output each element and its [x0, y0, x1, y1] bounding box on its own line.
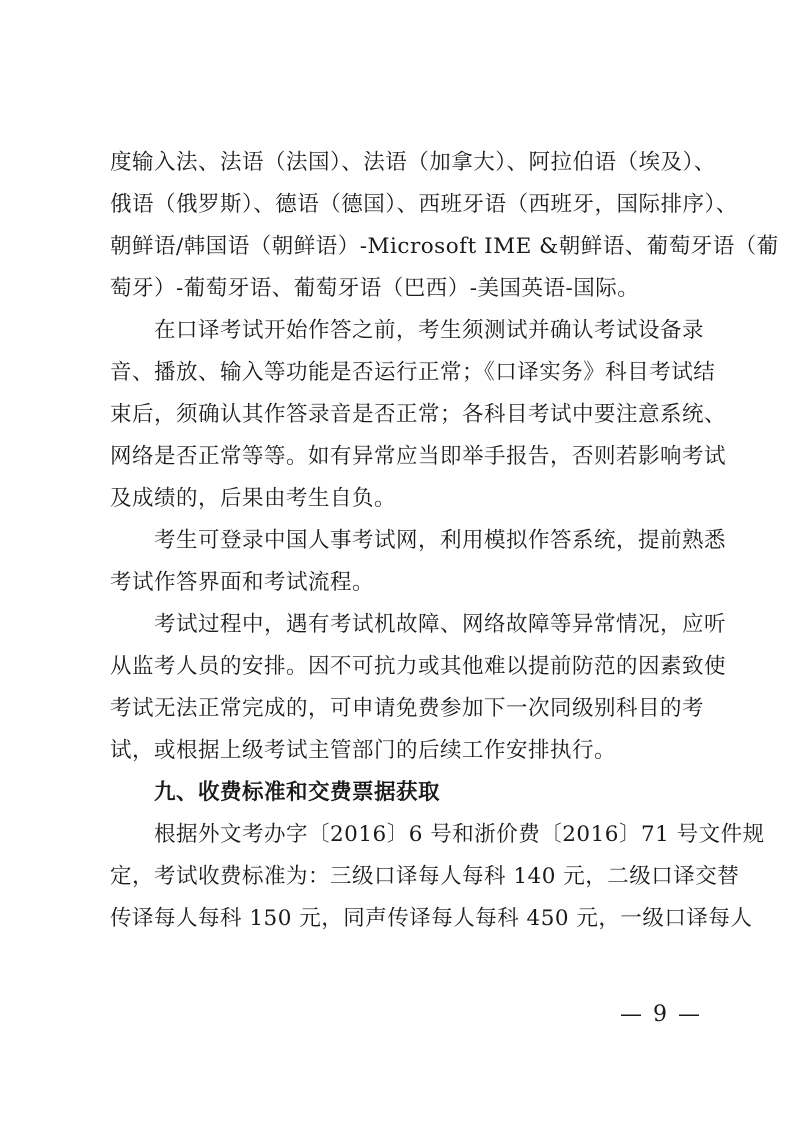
paragraph-line: 考试无法正常完成的，可申请免费参加下一次同级别科目的考 [110, 696, 705, 721]
paragraph-line: 朝鲜语/韩国语（朝鲜语）-Microsoft IME &朝鲜语、葡萄牙语（葡 [110, 234, 779, 259]
paragraph-line: 考试过程中，遇有考试机故障、网络故障等异常情况，应听 [154, 612, 727, 637]
paragraph-line: 考生可登录中国人事考试网，利用模拟作答系统，提前熟悉 [154, 528, 727, 553]
paragraph-line: 根据外文考办字〔2016〕6 号和浙价费〔2016〕71 号文件规 [154, 822, 765, 847]
paragraph-line: 束后，须确认其作答录音是否正常；各科目考试中要注意系统、 [110, 402, 727, 427]
paragraph-line: 定，考试收费标准为：三级口译每人每科 140 元，二级口译交替 [110, 864, 740, 889]
paragraph-line: 从监考人员的安排。因不可抗力或其他难以提前防范的因素致使 [110, 654, 727, 679]
paragraph-line: 度输入法、法语（法国）、法语（加拿大）、阿拉伯语（埃及）、 [110, 150, 716, 175]
paragraph-line: 试，或根据上级考试主管部门的后续工作安排执行。 [110, 738, 617, 763]
paragraph-line: 萄牙）-葡萄牙语、葡萄牙语（巴西）-美国英语-国际。 [110, 276, 640, 301]
paragraph-line: 网络是否正常等等。如有异常应当即举手报告，否则若影响考试 [110, 444, 727, 469]
paragraph-line: 在口译考试开始作答之前，考生须测试并确认考试设备录 [154, 318, 705, 343]
section-heading: 九、收费标准和交费票据获取 [154, 780, 441, 805]
paragraph-line: 俄语（俄罗斯）、德语（德国）、西班牙语（西班牙，国际排序）、 [110, 192, 738, 217]
page-number: — 9 — [620, 1002, 702, 1027]
paragraph-line: 及成绩的，后果由考生自负。 [110, 486, 397, 511]
paragraph-line: 传译每人每科 150 元，同声传译每人每科 450 元，一级口译每人 [110, 906, 753, 931]
paragraph-line: 音、播放、输入等功能是否运行正常；《口译实务》科目考试结 [110, 360, 716, 385]
paragraph-line: 考试作答界面和考试流程。 [110, 570, 375, 595]
